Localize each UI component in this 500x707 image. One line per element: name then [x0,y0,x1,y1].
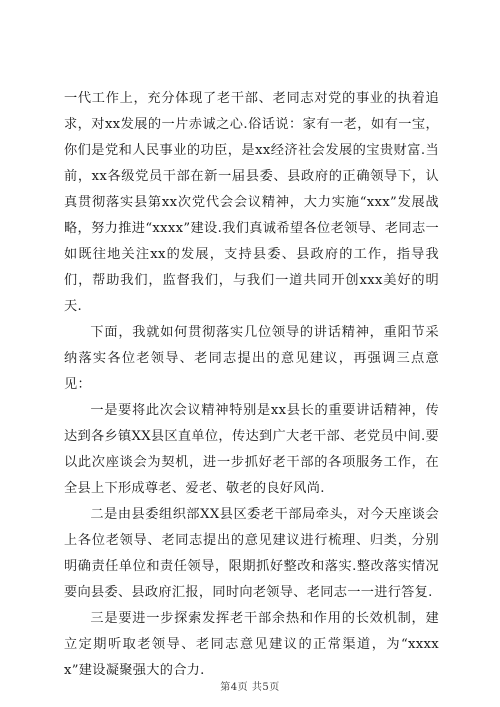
document-body [64,86,439,684]
page-number-footer: 第4页 共5页 [220,682,280,693]
paragraph-point-two: 二是由县委组织部XX县区委老干部局牵头，对今天座谈会上各位老领导、老同志提出的意见建议进行梳理、归类，分别明确责任单位和责任领导，限期抓好整改和落实.整改落实情况要向县委、县政府汇报，同时向老领导、老同志一一进行答复. [64,507,439,600]
paragraph-intro-points: 下面，我就如何贯彻落实几位领导的讲话精神，重阳节采纳落实各位老领导、老同志提出的意见建议，再强调三点意见： [64,325,439,392]
paragraph-point-one: 一是要将此次会议精神特别是xx县长的重要讲话精神，传达到各乡镇XX县区直单位，传达到广大老干部、老党员中间.要以此次座谈会为契机，进一步抓好老干部的各项服务工作，在全县上下形成尊老、爱老、敬老的良好风尚. [64,403,439,496]
paragraph-point-three: 三是要进一步探索发挥老干部余热和作用的长效机制，建立定期听取老领导、老同志意见建议的正常渠道，为“xxxxx”建设凝聚强大的合力. [64,611,439,678]
paragraph-continued: 一代工作上，充分体现了老干部、老同志对党的事业的执着追求，对xx发展的一片赤诚之心.俗话说：家有一老，如有一宝，你们是党和人民事业的功臣，是xx经济社会发展的宝贵财富.当前，xx各级党员干部在新一届县委、县政府的正确领导下，认真贯彻落实县第xx次党代会会议精神，大力实施“xxx”发展战略，努力推进“xxxx”建设.我们真诚希望各位老领导、老同志一如既往地关注xx的发展，支持县委、县政府的工作，指导我们，帮助我们，监督我们，与我们一道共同开创xxx美好的明天. [64,91,439,314]
